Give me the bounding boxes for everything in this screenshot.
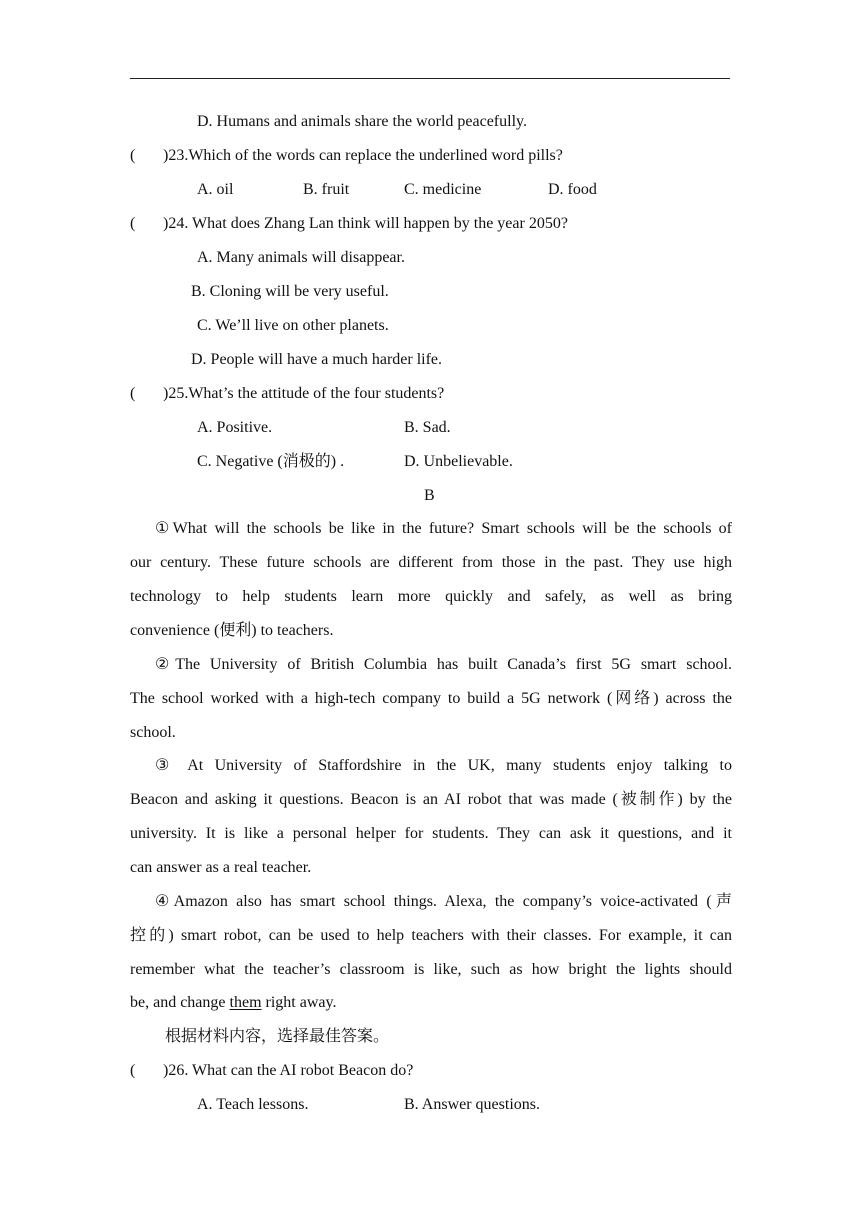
passage-line: ①What will the schools be like in the future? Smart schools will be the schools of xyxy=(155,520,732,537)
header-rule xyxy=(130,78,730,79)
q22-option-d: D. Humans and animals share the world peacefully. xyxy=(197,113,527,130)
passage-text: be, and change xyxy=(130,994,230,1011)
question-23-option-b: B. fruit xyxy=(303,181,350,198)
question-25-option-c: C. Negative (消极的) . xyxy=(197,453,345,470)
question-23-option-a: A. oil xyxy=(197,181,234,198)
instruction-text: 根据材料内容，选择最佳答案。 xyxy=(165,1028,390,1045)
passage-line: convenience (便利) to teachers. xyxy=(130,622,334,639)
passage-line: ④Amazon also has smart school things. Alexa, the company’s voice-activated (声 xyxy=(155,893,732,910)
answer-blank-open-paren: ( xyxy=(130,215,136,232)
answer-blank-open-paren: ( xyxy=(130,1062,136,1079)
question-24-option-d: D. People will have a much harder life. xyxy=(191,351,443,368)
passage-line-last xyxy=(130,993,732,1013)
question-25-option-a: A. Positive. xyxy=(197,419,273,436)
question-24-option-a: A. Many animals will disappear. xyxy=(197,249,405,266)
question-23-stem: )23.Which of the words can replace the underlined word pills? xyxy=(163,147,563,164)
question-23-option-c: C. medicine xyxy=(404,181,482,198)
passage-line: The school worked with a high-tech company to build a 5G network (网络) across the xyxy=(130,690,732,707)
question-25-option-d: D. Unbelievable. xyxy=(404,453,513,470)
passage-line: 控的) smart robot, can be used to help teachers with their classes. For example, it can xyxy=(130,927,732,944)
passage-line: ③ At University of Staffordshire in the UK, many students enjoy talking to xyxy=(155,757,732,774)
passage-line: our century. These future schools are different from those in the past. They use high xyxy=(130,554,732,571)
question-23-option-d: D. food xyxy=(548,181,597,198)
answer-blank-open-paren: ( xyxy=(130,385,136,402)
passage-line: Beacon and asking it questions. Beacon is an AI robot that was made (被制作) by the xyxy=(130,791,732,808)
passage-line: can answer as a real teacher. xyxy=(130,859,312,876)
passage-line: university. It is like a personal helper for students. They can ask it questions, and it xyxy=(130,825,732,842)
passage-line: ②The University of British Columbia has built Canada’s first 5G smart school. xyxy=(155,656,732,673)
question-24-stem: )24. What does Zhang Lan think will happen by the year 2050? xyxy=(163,215,568,232)
answer-blank-open-paren: ( xyxy=(130,147,136,164)
question-24-option-c: C. We’ll live on other planets. xyxy=(197,317,389,334)
passage-line: technology to help students learn more quickly and safely, as well as bring xyxy=(130,588,732,605)
question-25-stem: )25.What’s the attitude of the four students? xyxy=(163,385,445,402)
section-title: B xyxy=(424,487,435,504)
passage-line: school. xyxy=(130,724,176,741)
question-26-stem: )26. What can the AI robot Beacon do? xyxy=(163,1062,414,1079)
underlined-word: them xyxy=(229,994,262,1011)
question-24-option-b: B. Cloning will be very useful. xyxy=(191,283,389,300)
passage-line: remember what the teacher’s classroom is like, such as how bright the lights should xyxy=(130,961,732,978)
question-25-option-b: B. Sad. xyxy=(404,419,451,436)
question-26-option-b: B. Answer questions. xyxy=(404,1096,540,1113)
question-26-option-a: A. Teach lessons. xyxy=(197,1096,309,1113)
passage-text: right away. xyxy=(261,994,337,1011)
